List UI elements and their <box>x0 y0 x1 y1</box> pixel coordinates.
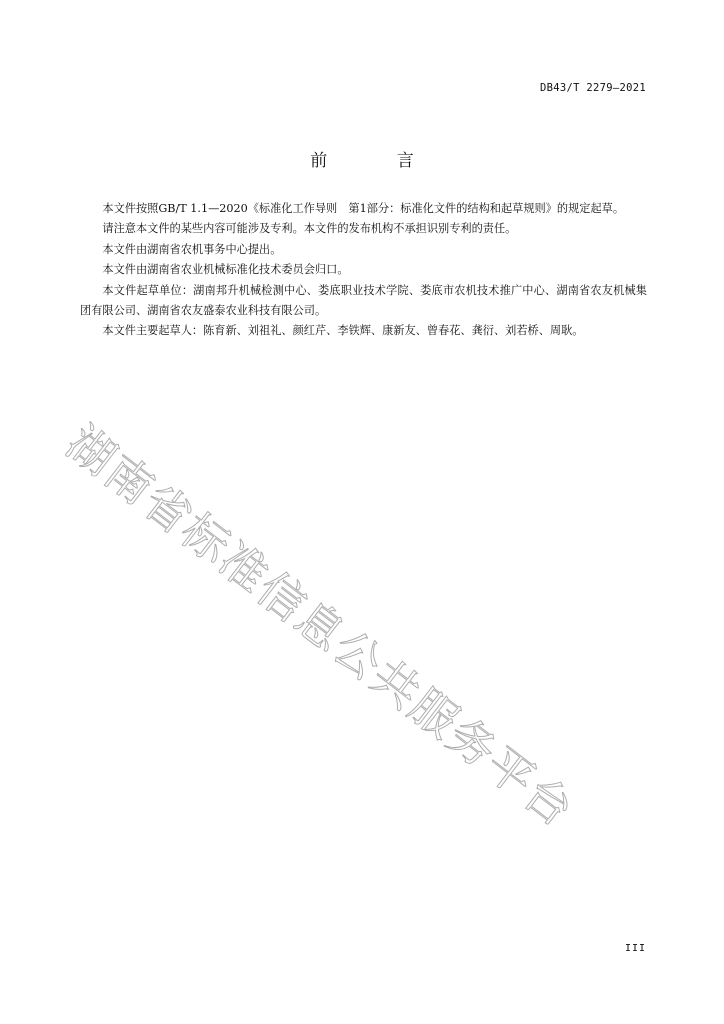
paragraph-proposer: 本文件由湖南省农机事务中心提出。 <box>102 242 282 256</box>
paragraph-patent-notice: 请注意本文件的某些内容可能涉及专利。本文件的发布机构不承担识别专利的责任。 <box>102 222 517 236</box>
paragraph-main-drafters: 本文件主要起草人：陈育新、刘祖礼、颜红芹、李铁辉、康新友、曾春花、龚衍、刘若桥、周耿。 <box>102 324 584 338</box>
page-number: III <box>624 943 646 954</box>
page-title: 前 言 <box>310 151 446 171</box>
watermark: 湖南省标准信息公共服务平台 <box>56 415 585 838</box>
document-body <box>80 199 647 342</box>
paragraph-drafting-units: 本文件起草单位：湖南邦升机械检测中心、娄底职业技术学院、娄底市农机技术推广中心、湖南省农友机械集团有限公司、湖南省农友盛泰农业科技有限公司。 <box>80 283 647 318</box>
paragraph-drafting-basis: 本文件按照GB/T 1.1—2020《标准化工作导则 第1部分：标准化文件的结构和起草规则》的规定起草。 <box>102 202 625 215</box>
paragraph-centralized-by: 本文件由湖南省农业机械标准化技术委员会归口。 <box>102 263 349 277</box>
standard-code: DB43/T 2279—2021 <box>540 82 646 94</box>
